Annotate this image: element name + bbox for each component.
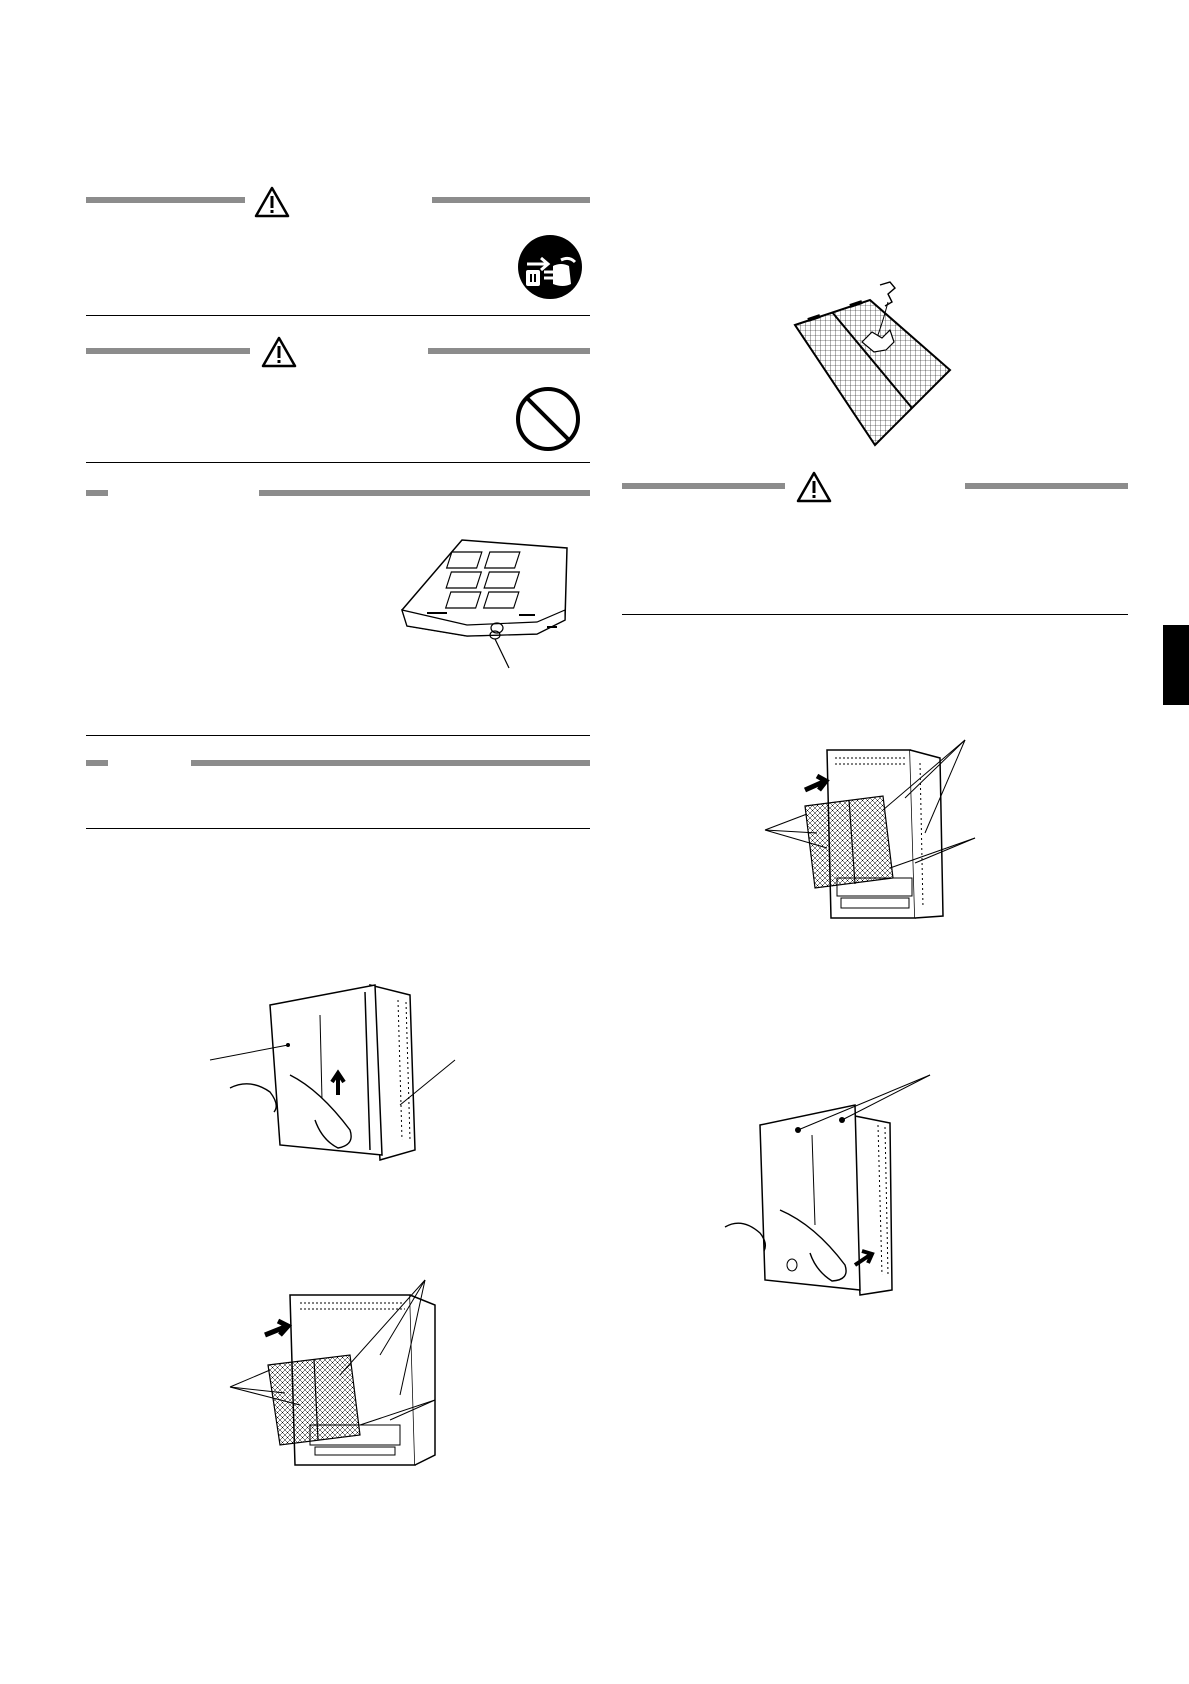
section-divider-1: [86, 315, 590, 316]
purifier-front-panel-removal: [210, 980, 470, 1170]
warning-header-rule-right: [432, 197, 590, 203]
front-panel-reattach: [720, 1075, 955, 1295]
caution-header-rule-left: [622, 483, 785, 489]
prohibited-symbol-icon: [515, 386, 581, 452]
language-side-tab: [1163, 625, 1189, 705]
warning-header-rule-right: [428, 348, 590, 354]
note-header-rule-left: [86, 490, 108, 496]
filter-washing-illustration: [790, 280, 955, 450]
section-divider-3: [86, 735, 590, 736]
warning-triangle-icon: [254, 186, 290, 218]
caution-header-rule-right: [965, 483, 1128, 489]
warning-triangle-icon: [796, 471, 832, 503]
prefilter-removal-right: [765, 738, 985, 928]
section-divider-4: [86, 828, 590, 829]
prefilter-removal-left: [230, 1275, 450, 1475]
filter-frame-illustration: [397, 530, 587, 670]
warning-triangle-icon: [261, 336, 297, 368]
section-divider-5: [622, 614, 1128, 615]
warning-header-rule-left: [86, 197, 245, 203]
warning-header-rule-left: [86, 348, 250, 354]
unplug-symbol-icon: [517, 234, 583, 300]
section-divider-2: [86, 462, 590, 463]
note-header-rule-right: [259, 490, 590, 496]
note-header-rule-right: [191, 760, 590, 766]
note-header-rule-left: [86, 760, 108, 766]
